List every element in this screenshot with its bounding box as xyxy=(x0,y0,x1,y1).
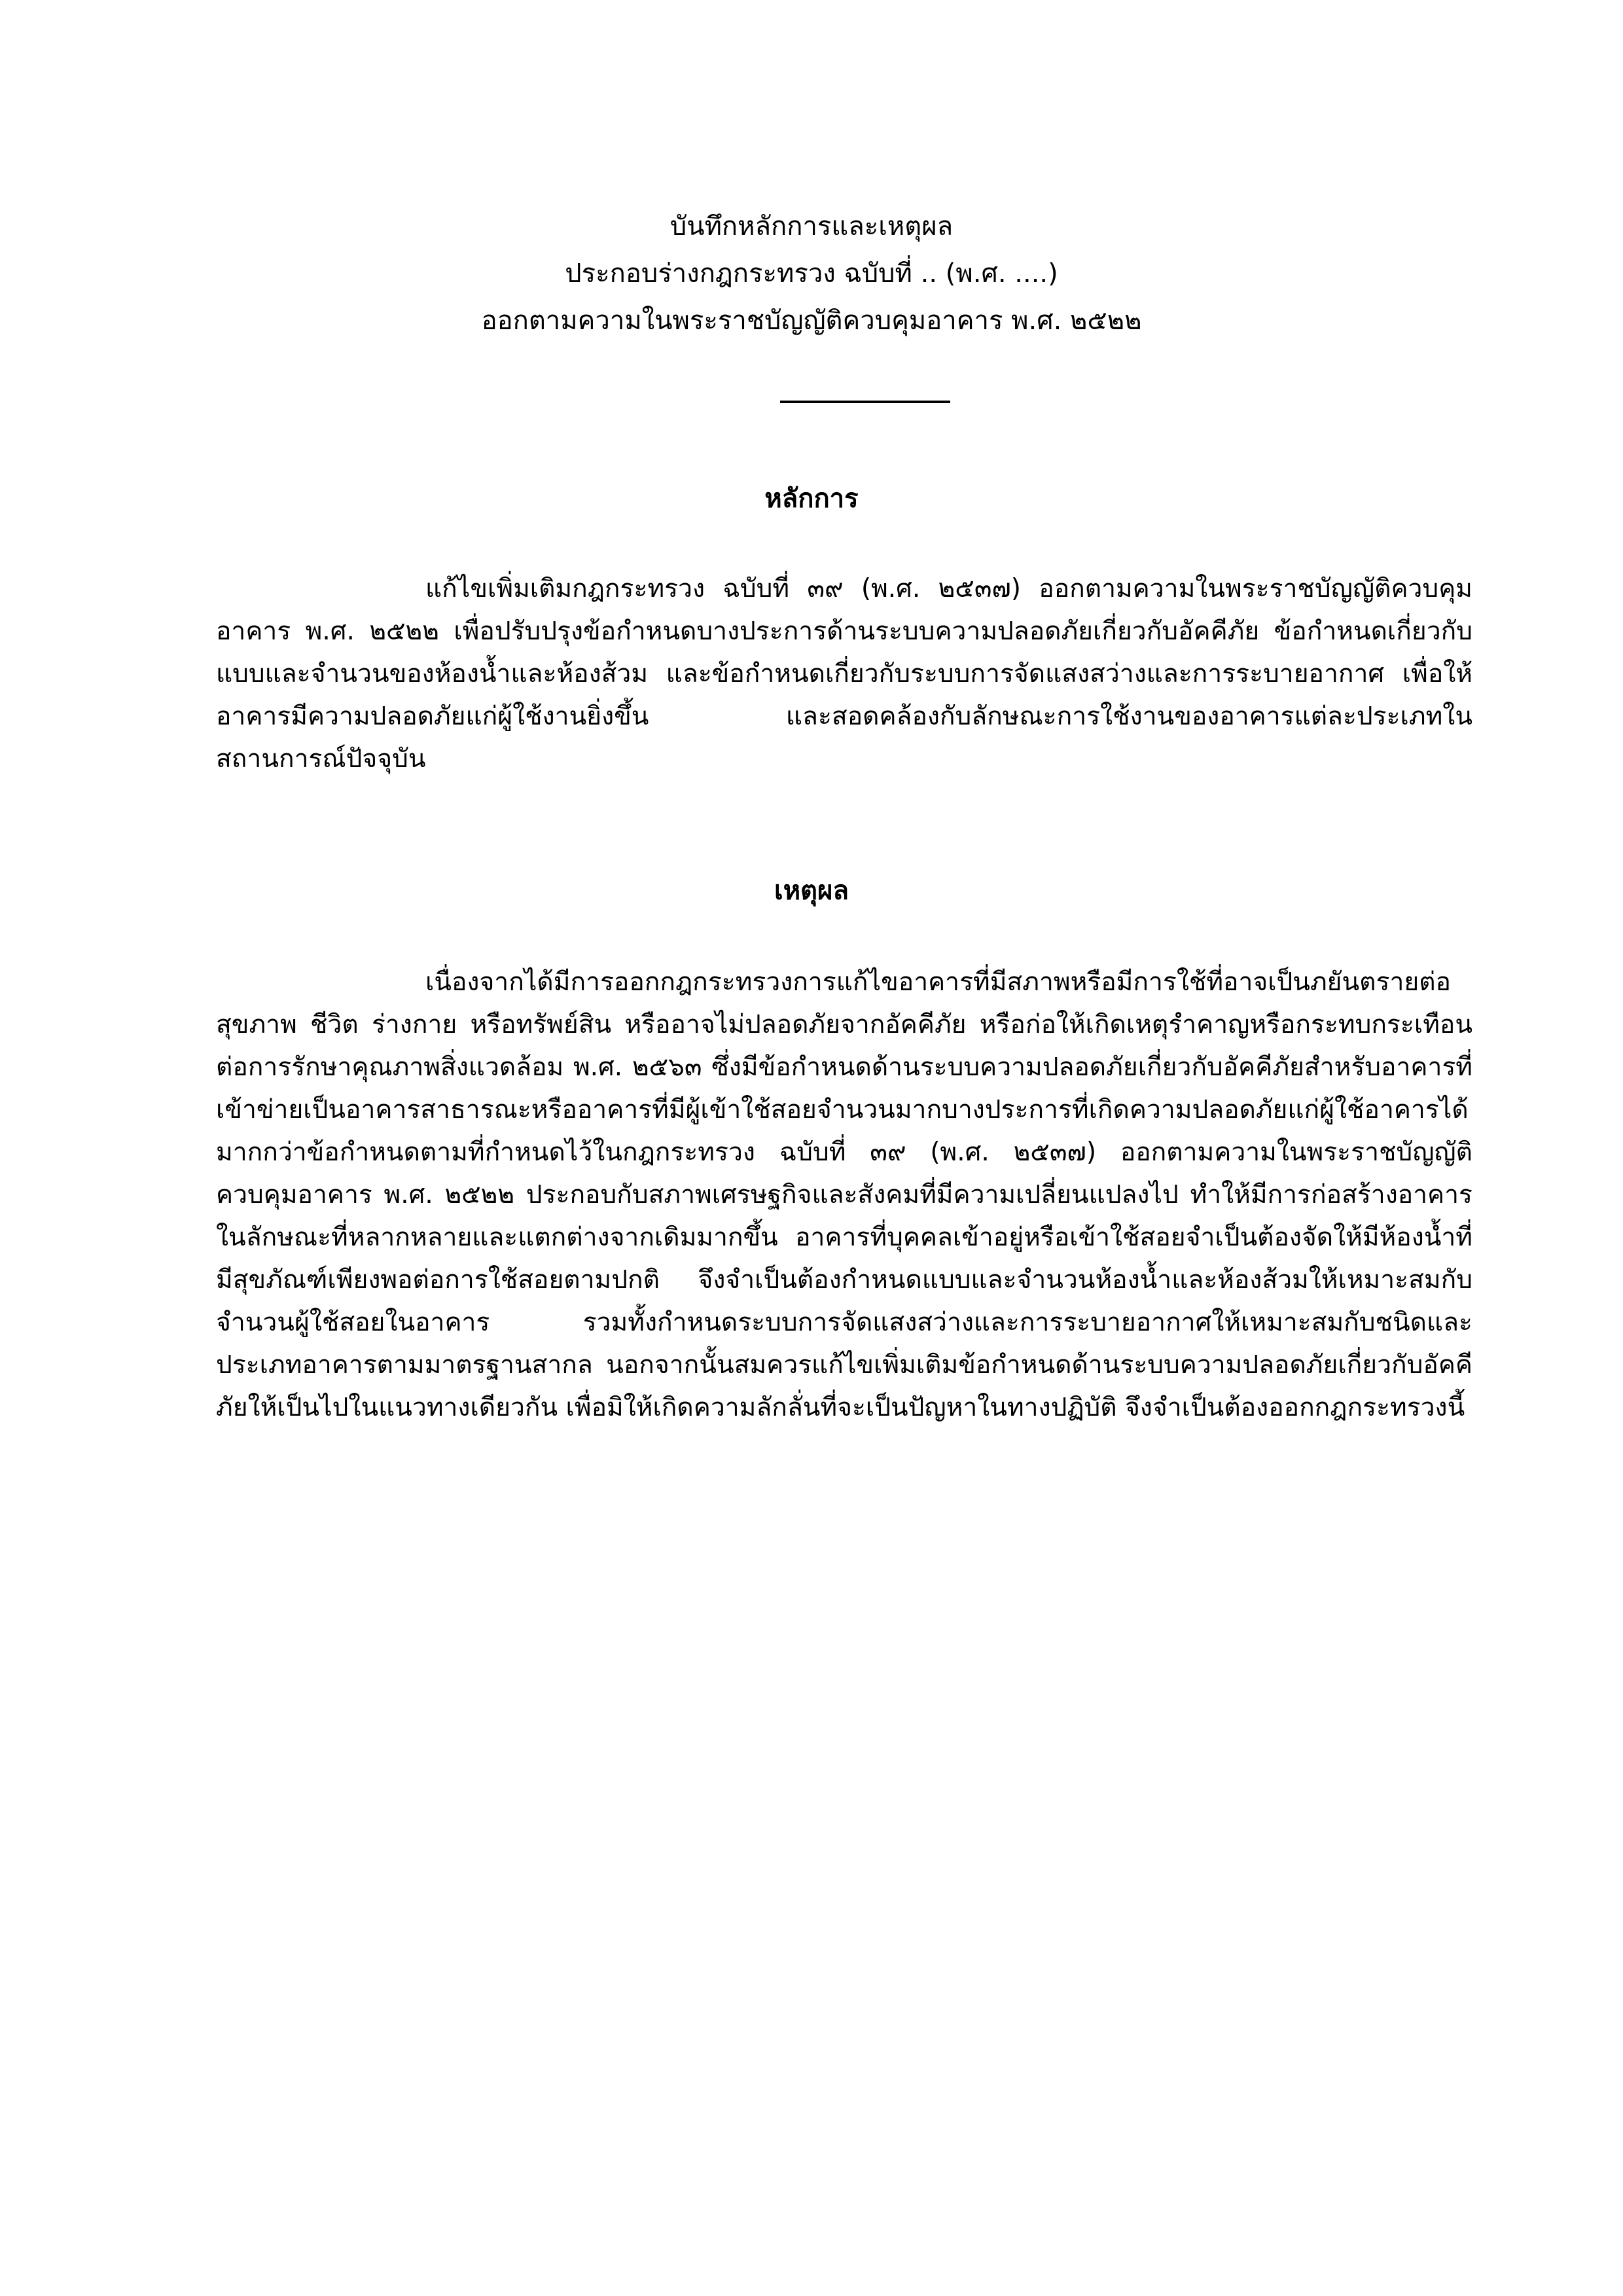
heading-line-enabling-act: ออกตามความในพระราชบัญญัติควบคุมอาคาร พ.ศ. ๒๕๒๒ xyxy=(481,306,1142,336)
principle-title: หลักการ xyxy=(764,484,859,514)
reason-paragraph: เนื่องจากได้มีการออกกฎกระทรวงการแก้ไขอาคารที่มีสภาพหรือมีการใช้ที่อาจเป็นภยันตรายต่อสุขภาพ ชีวิต ร่างกาย หรือทรัพย์สิน หรืออาจไม่ปลอดภัยจากอัคคีภัย หรือก่อให้เกิดเหตุรำคาญหรือกระทบกระเทือนต่อการรักษาคุณภาพสิ่งแวดล้อม พ.ศ. ๒๕๖๓ ซึ่งมีข้อกำหนดด้านระบบความปลอดภัยเกี่ยวกับอัคคีภัยสำหรับอาคารที่เข้าข่ายเป็นอาคารสาธารณะหรืออาคารที่มีผู้เข้าใช้สอยจำนวนมากบางประการที่เกิดความปลอดภัยแก่ผู้ใช้อาคารได้มากกว่าข้อกำหนดตามที่กำหนดไว้ในกฎกระทรวง ฉบับที่ ๓๙ (พ.ศ. ๒๕๓๗) ออกตามความในพระราชบัญญัติควบคุมอาคาร พ.ศ. ๒๕๒๒ ประกอบกับสภาพเศรษฐกิจและสังคมที่มีความเปลี่ยนแปลงไป ทำให้มีการก่อสร้างอาคารในลักษณะที่หลากหลายและแตกต่างจากเดิมมากขึ้น อาคารที่บุคคลเข้าอยู่หรือเข้าใช้สอยจำเป็นต้องจัดให้มีห้องน้ำที่มีสุขภัณฑ์เพียงพอต่อการใช้สอยตามปกติ จึงจำเป็นต้องกำหนดแบบและจำนวนห้องน้ำและห้องส้วมให้เหมาะสมกับจำนวนผู้ใช้สอยในอาคาร รวมทั้งกำหนดระบบการจัดแสงสว่างและการระบายอากาศให้เหมาะสมกับชนิดและประเภทอาคารตามมาตรฐานสากล นอกจากนั้นสมควรแก้ไขเพิ่มเติมข้อกำหนดด้านระบบความปลอดภัยเกี่ยวกับอัคคีภัยให้เป็นไปในแนวทางเดียวกัน เพื่อมิให้เกิดความลักลั่นที่จะเป็นปัญหาในทางปฏิบัติ จึงจำเป็นต้องออกกฎกระทรวงนี้ xyxy=(216,967,1472,1422)
heading-line-draft-regulation: ประกอบร่างกฎกระทรวง ฉบับที่ .. (พ.ศ. ....) xyxy=(565,259,1058,289)
document-heading xyxy=(0,203,1623,344)
heading-divider xyxy=(780,401,950,403)
principle-paragraph: แก้ไขเพิ่มเติมกฎกระทรวง ฉบับที่ ๓๙ (พ.ศ. ๒๕๓๗) ออกตามความในพระราชบัญญัติควบคุมอาคาร พ.ศ. ๒๕๒๒ เพื่อปรับปรุงข้อกำหนดบางประการด้านระบบความปลอดภัยเกี่ยวกับอัคคีภัย ข้อกำหนดเกี่ยวกับแบบและจำนวนของห้องน้ำและห้องส้วม และข้อกำหนดเกี่ยวกับระบบการจัดแสงสว่างและการระบายอากาศ เพื่อให้อาคารมีความปลอดภัยแก่ผู้ใช้งานยิ่งขึ้น และสอดคล้องกับลักษณะการใช้งานของอาคารแต่ละประเภทในสถานการณ์ปัจจุบัน xyxy=(216,574,1472,774)
reason-title: เหตุผล xyxy=(774,876,849,906)
heading-line-memo-title: บันทึกหลักการและเหตุผล xyxy=(669,211,954,242)
